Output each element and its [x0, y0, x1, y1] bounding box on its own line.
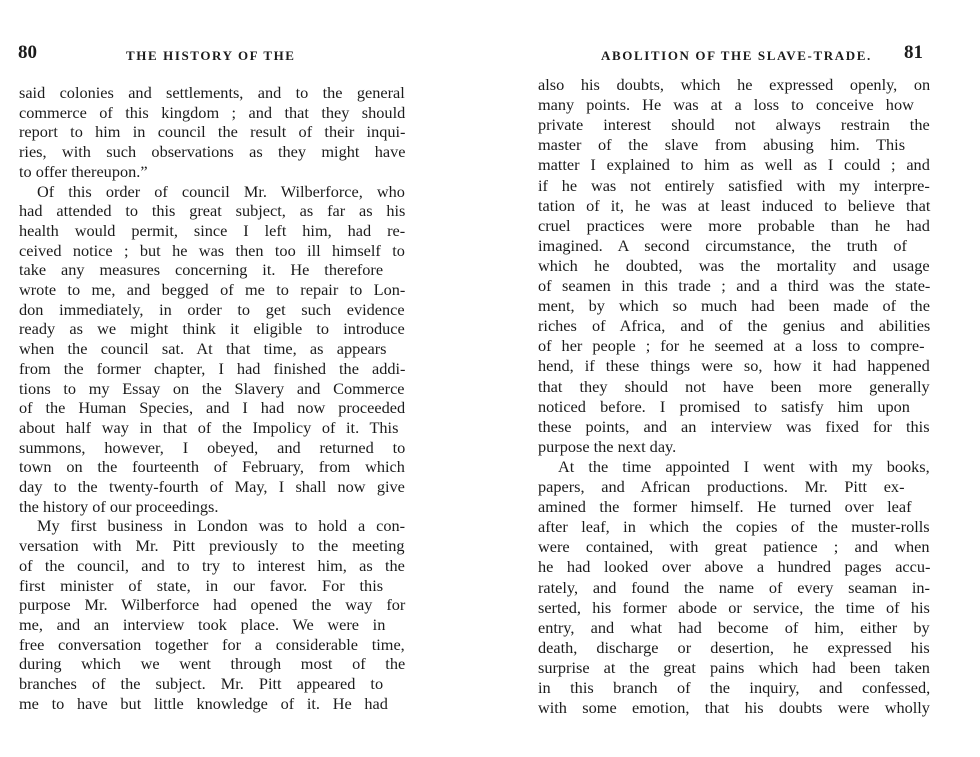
text-line: rately, and found the name of every seaman in-: [538, 577, 930, 597]
text-line: me, and an interview took place. We were in: [19, 614, 386, 634]
text-line: At the time appointed I went with my books,: [558, 456, 930, 476]
text-line: of the council, and to try to interest him, as the: [19, 555, 405, 575]
text-line: to offer thereupon.”: [19, 161, 148, 181]
text-line: me to have but little knowledge of it. He had: [19, 693, 388, 713]
text-line: My first business in London was to hold a con-: [37, 516, 406, 536]
text-line: of her people ; for he seemed at a loss to compre-: [538, 336, 925, 356]
text-line: from the former chapter, I had finished the addi-: [19, 358, 406, 378]
text-line: riches of Africa, and of the genius and abilities: [538, 316, 931, 336]
text-line: commerce of this kingdom ; and that they should: [19, 102, 406, 122]
text-line: cruel practices were more probable than he had: [538, 215, 930, 235]
text-line: of the Human Species, and I had now proceeded: [19, 398, 406, 418]
text-line: when the council sat. At that time, as appears: [19, 339, 387, 359]
text-line: first minister of state, in our favor. For this: [19, 575, 384, 595]
text-line: after leaf, in which the copies of the muster-rolls: [538, 517, 930, 537]
text-line: said colonies and settlements, and to the general: [19, 83, 405, 102]
text-line: serted, his former abode or service, the time of his: [538, 597, 930, 617]
running-head: THE HISTORY OF THE: [126, 48, 296, 63]
text-line: private interest should not always restrain the: [538, 115, 930, 135]
text-line: ready as we might think it eligible to introduce: [19, 319, 405, 339]
text-line: many points. He was at a loss to conceive how: [538, 95, 914, 115]
text-line: town on the fourteenth of February, from which: [19, 457, 405, 477]
text-line: noticed before. I promised to satisfy him upon: [538, 396, 910, 416]
text-line: if he was not entirely satisfied with my interpre-: [538, 175, 930, 195]
text-line: ceived notice ; but he was then too ill himself to: [19, 240, 405, 260]
text-line: tation of it, he was at least induced to believe that: [538, 195, 931, 215]
text-line: death, discharge or desertion, he expressed his: [538, 637, 930, 657]
text-line: about half way in that of the Impolicy of it. This: [19, 417, 399, 437]
text-line: amined the former himself. He turned over leaf: [538, 497, 912, 517]
text-line: take any measures concerning it. He therefore: [19, 260, 384, 280]
text-line: imagined. A second circumstance, the truth of: [538, 235, 907, 255]
text-line: ment, by which so much had been made of the: [538, 296, 930, 316]
page-number: 80: [18, 42, 37, 63]
text-line: were contained, with great patience ; and when: [538, 537, 930, 557]
text-line: had attended to this great subject, as far as his: [19, 201, 406, 221]
text-line: the history of our proceedings.: [19, 496, 219, 516]
running-head: ABOLITION OF THE SLAVE-TRADE.: [601, 48, 872, 63]
left-page: [0, 0, 470, 757]
text-line: also his doubts, which he expressed openly, on: [538, 75, 931, 94]
text-line: surprise at the great pains which had been taken: [538, 657, 930, 677]
text-line: which he doubted, was the mortality and usage: [538, 255, 930, 275]
text-line: wrote to me, and begged of me to repair to Lon-: [19, 280, 406, 299]
text-line: entry, and what had become of him, either by: [538, 617, 930, 637]
text-line: during which we went through most of the: [19, 654, 406, 674]
text-line: versation with Mr. Pitt previously to the meeting: [19, 536, 405, 556]
text-line: branches of the subject. Mr. Pitt appeared to: [19, 674, 384, 693]
page-number: 81: [904, 42, 923, 63]
text-line: Of this order of council Mr. Wilberforce, who: [37, 181, 405, 201]
text-line: report to him in council the result of their inqui-: [19, 122, 406, 142]
text-line: free conversation together for a considerable time,: [19, 634, 405, 654]
text-line: ries, with such observations as they might have: [19, 142, 406, 162]
text-line: hend, if these things were so, how it had happened: [538, 356, 930, 376]
text-line: with some emotion, that his doubts were wholly: [538, 698, 930, 718]
text-line: papers, and African productions. Mr. Pitt ex-: [538, 477, 905, 496]
text-line: health would permit, since I left him, had re-: [19, 220, 406, 240]
text-line: he had looked over above a hundred pages accu-: [538, 557, 931, 577]
text-line: summons, however, I obeyed, and returned to: [19, 437, 406, 457]
text-line: matter I explained to him as well as I could ; and: [538, 155, 930, 175]
text-line: day to the twenty-fourth of May, I shall now give: [19, 477, 405, 496]
text-line: purpose Mr. Wilberforce had opened the way for: [19, 595, 406, 615]
text-line: don immediately, in order to get such evidence: [19, 299, 405, 319]
text-line: that they should not have been more generally: [538, 376, 930, 396]
text-line: tions to my Essay on the Slavery and Commerce: [19, 378, 405, 398]
text-line: in this branch of the inquiry, and confessed,: [538, 678, 931, 697]
text-line: master of the slave from abusing him. This: [538, 135, 906, 155]
right-page: [490, 0, 980, 757]
text-line: of seamen in this trade ; and a third was the state-: [538, 276, 931, 295]
text-line: these points, and an interview was fixed for this: [538, 416, 930, 436]
text-line: purpose the next day.: [538, 436, 677, 456]
